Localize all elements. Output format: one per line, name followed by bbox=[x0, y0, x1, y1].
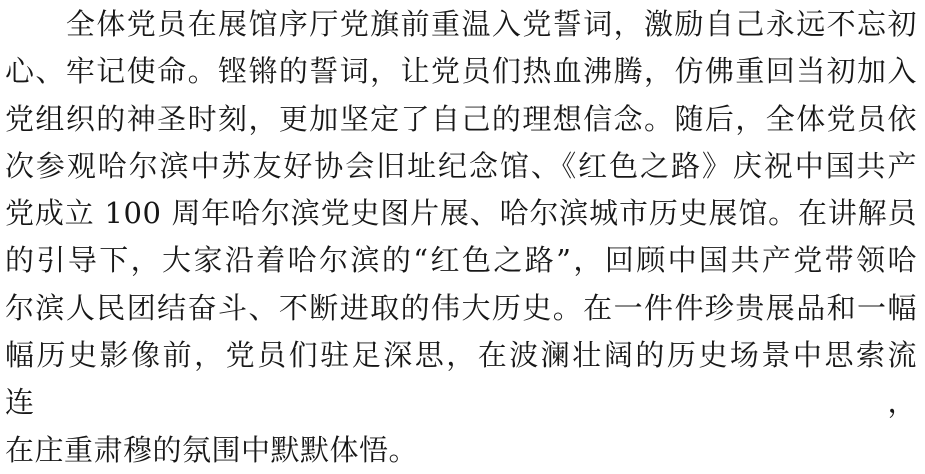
text-line: 在庄重肃穆的氛围中默默体悟。 bbox=[5, 432, 419, 467]
text-line: 心、牢记使命。铿锵的誓词，让党员们热血沸腾，仿佛重回当初加入 bbox=[5, 54, 917, 89]
text-line: 全体党员在展馆序厅党旗前重温入党誓词，激励自己永远不忘初 bbox=[65, 7, 917, 41]
text-line: 党成立 100 周年哈尔滨党史图片展、哈尔滨城市历史展馆。在讲解员 bbox=[5, 196, 917, 231]
text-line: 尔滨人民团结奋斗、不断进取的伟大历史。在一件件珍贵展品和一幅 bbox=[5, 290, 917, 325]
text-line: 党组织的神圣时刻，更加坚定了自己的理想信念。随后，全体党员依 bbox=[5, 101, 917, 136]
text-line: 次参观哈尔滨中苏友好协会旧址纪念馆、《红色之路》庆祝中国共产 bbox=[5, 148, 917, 183]
text-line: 的引导下，大家沿着哈尔滨的“红色之路”，回顾中国共产党带领哈 bbox=[5, 243, 917, 278]
text-line: 幅历史影像前，党员们驻足深思，在波澜壮阔的历史场景中思索流连， bbox=[5, 338, 917, 420]
paragraph bbox=[5, 1, 917, 474]
